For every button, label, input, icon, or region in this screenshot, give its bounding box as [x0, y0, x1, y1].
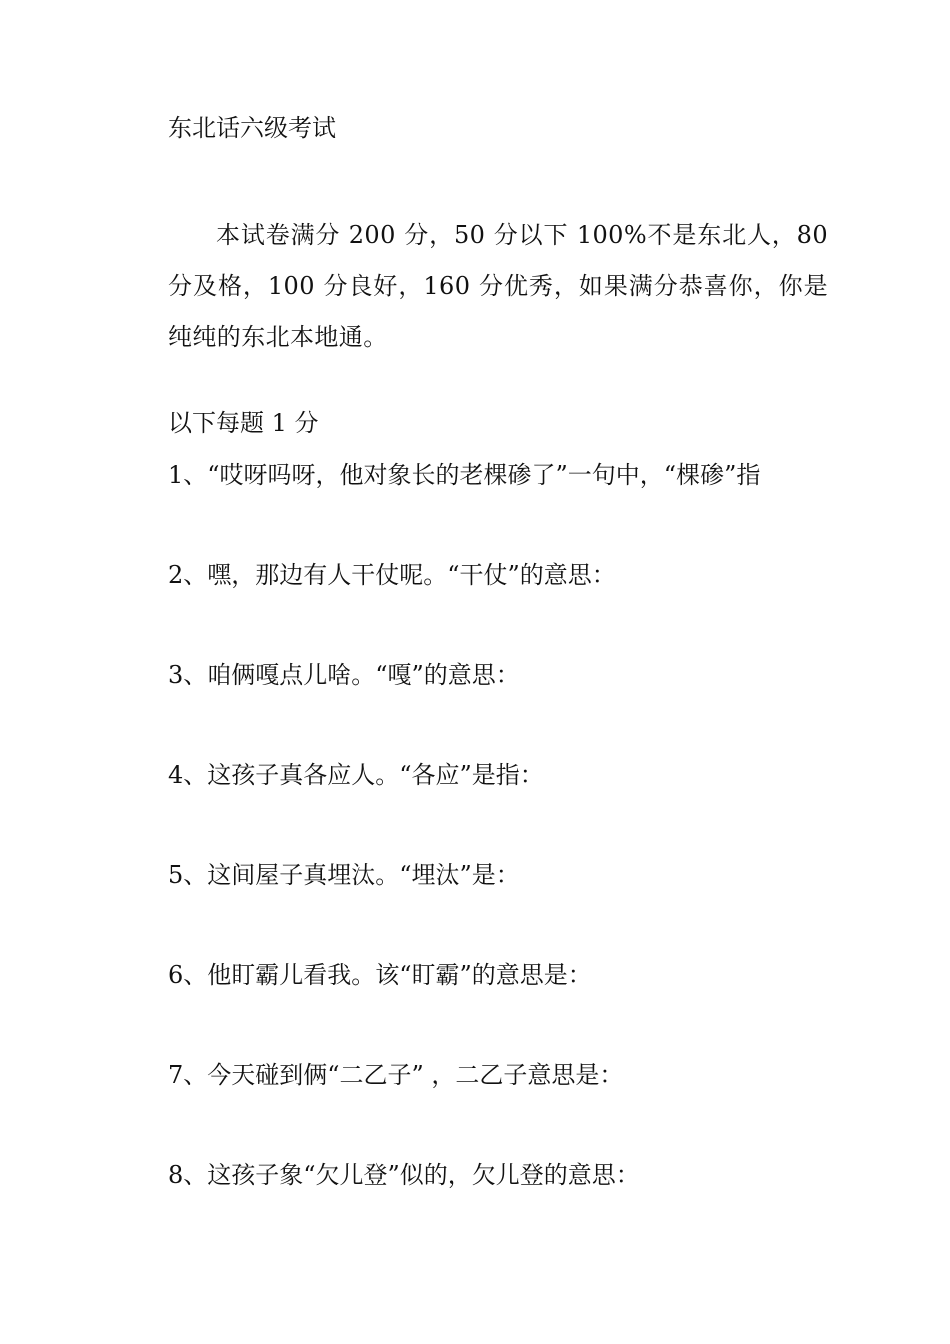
- section-heading: 以下每题 1 分: [168, 409, 319, 437]
- document-title: 东北话六级考试: [168, 114, 336, 142]
- question-7: 7、今天碰到俩“二乙子” ，二乙子意思是：: [168, 1061, 624, 1089]
- question-5: 5、这间屋子真埋汰。“埋汰”是：: [168, 861, 520, 889]
- question-4: 4、这孩子真各应人。“各应”是指：: [168, 761, 544, 789]
- question-3: 3、咱俩嘎点儿啥。“嘎”的意思：: [168, 661, 520, 689]
- question-6: 6、他盯霸儿看我。该“盯霸”的意思是：: [168, 961, 592, 989]
- intro-paragraph: 本试卷满分 200 分，50 分以下 100%不是东北人，80 分及格，100 分良好，160 分优秀，如果满分恭喜你，你是纯纯的东北本地通。: [168, 221, 828, 351]
- question-8: 8、这孩子象“欠儿登”似的，欠儿登的意思：: [168, 1161, 640, 1189]
- question-2: 2、嘿，那边有人干仗呢。“干仗”的意思：: [168, 561, 616, 589]
- question-1: 1、“哎呀吗呀，他对象长的老棵碜了”一句中，“棵碜”指: [168, 461, 761, 489]
